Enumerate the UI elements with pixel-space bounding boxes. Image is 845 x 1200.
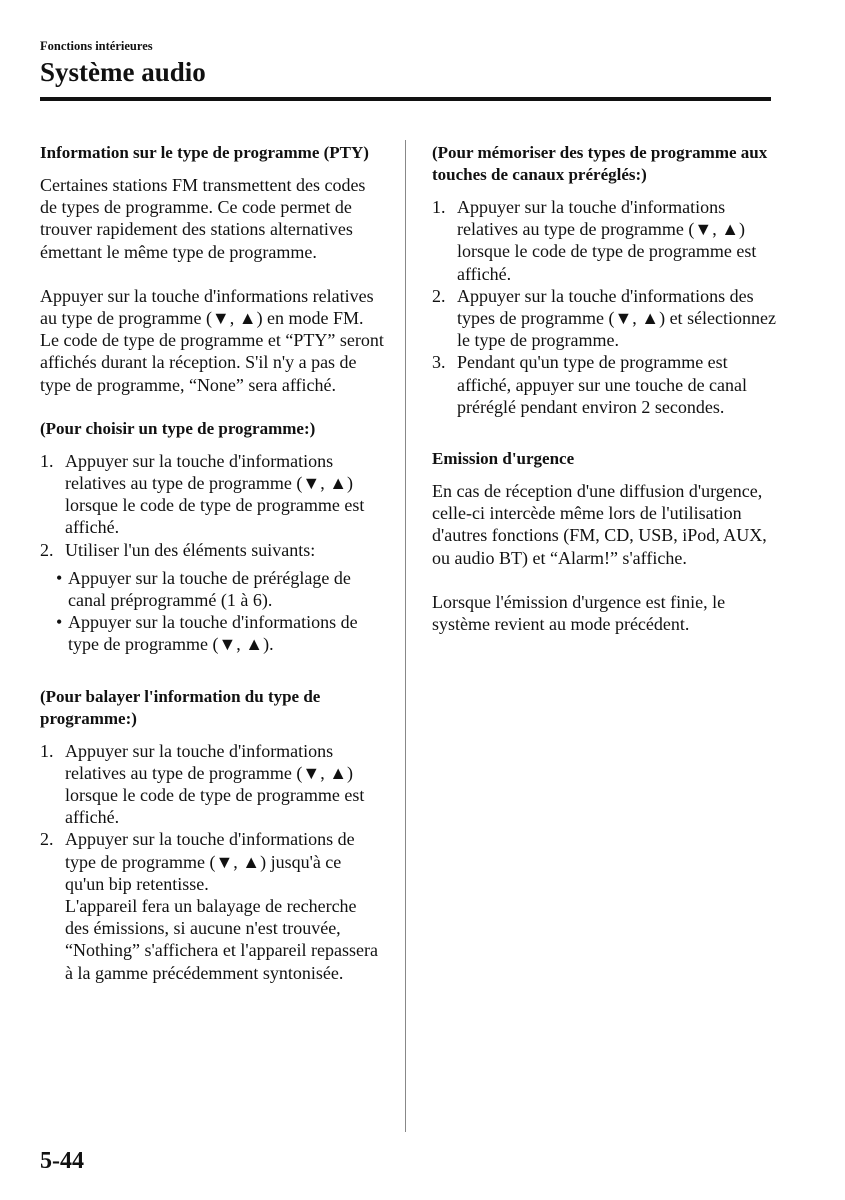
step-extra-text: L'appareil fera un balayage de recherche des émissions, si aucune n'est trouvée, “Nothing” s'affichera et l'appareil repassera à la gamme précédemment syntonisée. [65,896,378,983]
list-item [40,567,385,611]
step-number: 1. [432,197,446,217]
list-item [40,828,385,983]
list-item [40,611,385,655]
step-text: Appuyer sur la touche d'informations relatives au type de programme (▼, ▲) lorsque le code de type de programme est affiché. [65,740,365,828]
bullet-icon: • [56,567,63,588]
step-number: 2. [40,829,54,850]
step-text: Utiliser l'un des éléments suivants: [65,539,316,560]
emergency-heading: Emission d'urgence [432,449,575,469]
column-divider [405,140,406,1132]
memorize-heading: (Pour mémoriser des types de programme aux touches de canaux préréglés:) [432,143,768,184]
pty-paragraph-1: Certaines stations FM transmettent des codes de types de programme. Ce code permet de trouver rapidement des stations alternatives émettant le même type de programme. [40,175,366,262]
list-item [432,351,777,418]
choose-steps [40,450,385,561]
right-column [432,142,777,635]
list-item [40,740,385,829]
option-text: Appuyer sur la touche d'informations de type de programme (▼, ▲). [68,612,358,655]
step-number: 2. [40,539,54,560]
list-item [432,196,777,285]
emergency-paragraph-1: En cas de réception d'une diffusion d'urgence, celle-ci intercède même lors de l'utilisation d'autres fonctions (FM, CD, USB, iPod, AUX, ou audio BT) et “Alarm!” s'affiche. [432,481,767,568]
scan-steps [40,740,385,984]
step-text: Pendant qu'un type de programme est affiché, appuyer sur une touche de canal préréglé pendant environ 2 secondes. [457,352,748,417]
step-text: Appuyer sur la touche d'informations relatives au type de programme (▼, ▲) lorsque le code de type de programme est affiché. [457,197,757,284]
step-number: 1. [40,740,54,761]
section-label: Fonctions intérieures [40,39,153,53]
list-item [432,285,777,352]
page-header [40,38,770,88]
left-column [40,142,385,984]
bullet-icon: • [56,612,63,633]
scan-heading: (Pour balayer l'information du type de programme:) [40,686,321,728]
step-text: Appuyer sur la touche d'informations relatives au type de programme (▼, ▲) lorsque le code de type de programme est affiché. [65,450,365,538]
choose-heading: (Pour choisir un type de programme:) [40,418,316,438]
list-item [40,539,385,561]
list-item [40,450,385,539]
step-number: 2. [432,285,446,306]
pty-heading: Information sur le type de programme (PTY) [40,143,369,162]
step-number: 1. [40,450,54,471]
page-title: Système audio [40,57,206,87]
step-number: 3. [432,352,446,373]
page-number: 5-44 [40,1148,84,1174]
pty-paragraph-2: Appuyer sur la touche d'informations relatives au type de programme (▼, ▲) en mode FM. Le code de type de programme et “PTY” seront affichés durant la réception. S'il n'y a pas de type de programme, “None” sera affiché. [40,285,384,395]
header-divider [40,97,771,101]
step-text: Appuyer sur la touche d'informations des types de programme (▼, ▲) et sélectionnez le type de programme. [457,285,777,351]
choose-options [40,567,385,656]
memorize-steps [432,196,777,418]
step-text: Appuyer sur la touche d'informations de type de programme (▼, ▲) jusqu'à ce qu'un bip retentisse. [65,829,355,894]
option-text: Appuyer sur la touche de préréglage de canal préprogrammé (1 à 6). [68,567,351,611]
emergency-paragraph-2: Lorsque l'émission d'urgence est finie, le système revient au mode précédent. [432,591,726,635]
